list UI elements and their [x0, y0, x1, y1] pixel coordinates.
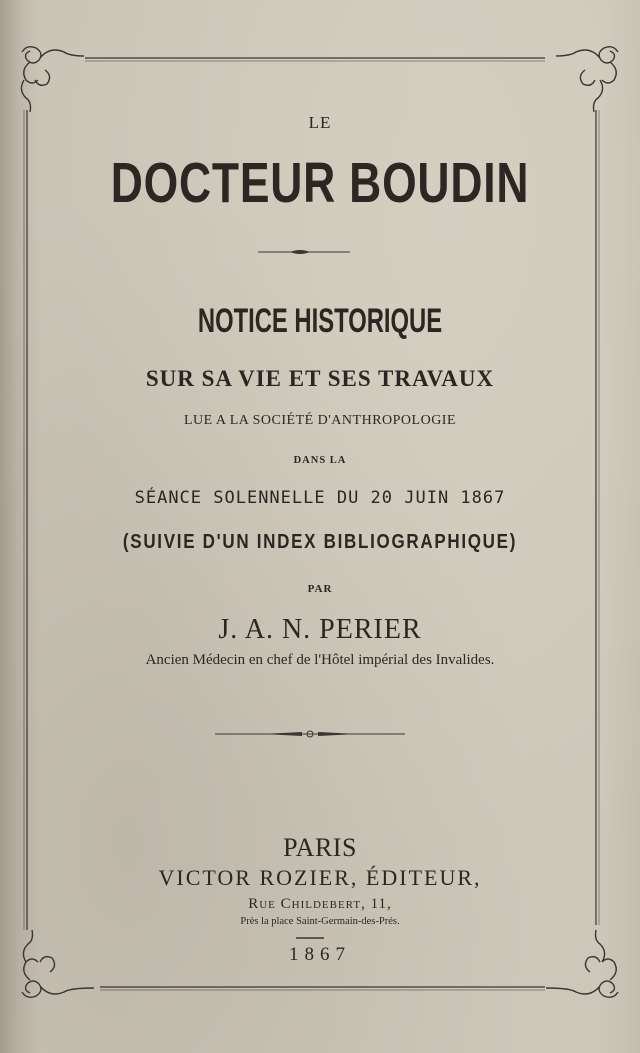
subtitle: SUR SA VIE ET SES TRAVAUX [145, 366, 495, 391]
corner-ornament-icon [21, 47, 84, 112]
par-line: PAR [307, 583, 333, 595]
author-name: J. A. N. PERIER [218, 614, 422, 645]
dash-ornament-icon [290, 250, 310, 254]
publication-year: 1867 [289, 944, 351, 965]
publisher-address: Rue Childebert, 11, [248, 896, 392, 912]
corner-ornament-icon [556, 47, 618, 112]
dans-la-line: DANS LA [293, 455, 347, 466]
session-line: SÉANCE SOLENNELLE DU 20 JUIN 1867 [134, 488, 506, 508]
city: PARIS [283, 833, 357, 862]
publisher: VICTOR ROZIER, ÉDITEUR, [158, 865, 482, 890]
notice-heading: NOTICE HISTORIQUE [197, 302, 443, 340]
read-at-line: LUE A LA SOCIÉTÉ D'ANTHROPOLOGIE [183, 413, 457, 428]
article-le: LE [308, 113, 332, 132]
page-title: DOCTEUR BOUDIN [110, 151, 530, 215]
address-note: Près la place Saint-Germain-des-Prés. [240, 916, 400, 927]
index-note: (SUIVIE D'UN INDEX BIBLIOGRAPHIQUE) [122, 531, 518, 553]
author-role: Ancien Médecin en chef de l'Hôtel impérial des Invalides. [145, 652, 495, 668]
